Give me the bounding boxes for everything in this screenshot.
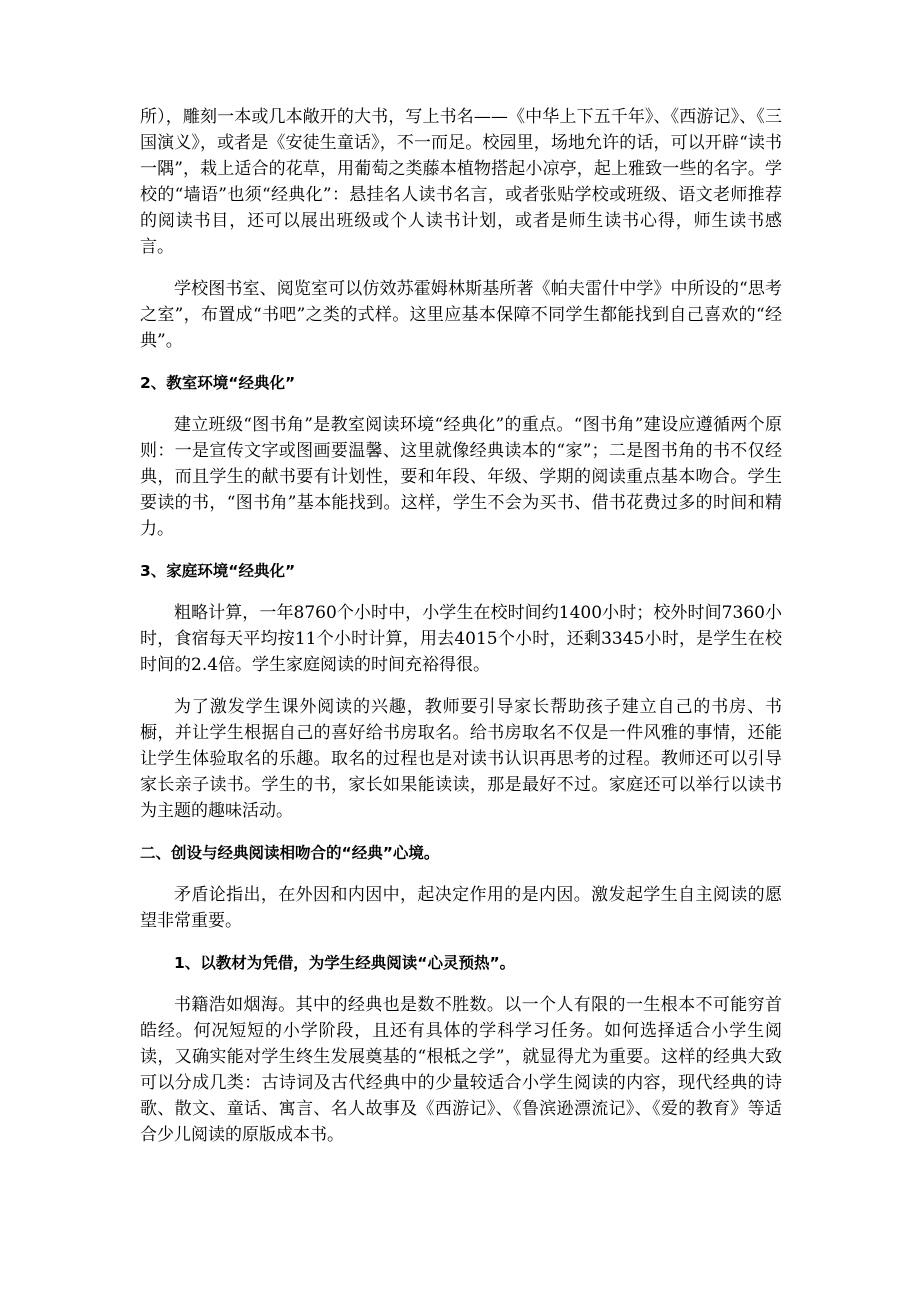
heading-classroom-environment: 2、教室环境“经典化”	[140, 374, 296, 392]
paragraph-internal-cause: 矛盾论指出，在外因和内因中，起决定作用的是内因。激发起学生自主阅读的愿望非常重要。	[140, 885, 782, 931]
paragraph-home-study: 为了激发学生课外阅读的兴趣，教师要引导家长帮助孩子建立自己的书房、书橱，并让学生根据自己的喜好给书房取名。给书房取名不仅是一件风雅的事情，还能让学生体验取名的乐趣。取名的过程也是对读书认识再思考的过程。教师还可以引导家长亲子读书。学生的书，家长如果能读读，那是最好不过。家庭还可以举行以读书为主题的趣味活动。	[140, 697, 782, 821]
paragraph-time-calculation: 粗略计算，一年8760个小时中，小学生在校时间约1400小时；校外时间7360小时，食宿每天平均按11个小时计算，用去4015个小时，还剩3345小时，是学生在校时间的2.4倍。学生家庭阅读的时间充裕得很。	[140, 603, 782, 675]
heading-family-environment: 3、家庭环境“经典化”	[140, 562, 296, 580]
heading-textbook-warmup: 1、以教材为凭借，为学生经典阅读“心灵预热”。	[174, 954, 516, 972]
document-page	[140, 104, 782, 1164]
paragraph-classic-selection: 书籍浩如烟海。其中的经典也是数不胜数。以一个人有限的一生根本不可能穷首皓经。何况短短的小学阶段，且还有具体的学科学习任务。如何选择适合小学生阅读，又确实能对学生终生发展奠基的“根柢之学”，就显得尤为重要。这样的经典大致可以分成几类：古诗词及古代经典中的少量较适合小学生阅读的内容，现代经典的诗歌、散文、童话、寓言、名人故事及《西游记》、《鲁滨逊漂流记》、《爱的教育》等适合少儿阅读的原版成本书。	[140, 995, 782, 1145]
paragraph-library: 学校图书室、阅览室可以仿效苏霍姆林斯基所著《帕夫雷什中学》中所设的“思考之室”，布置成“书吧”之类的式样。这里应基本保障不同学生都能找到自己喜欢的“经典”。	[140, 279, 782, 351]
paragraph-campus-decor: 所），雕刻一本或几本敞开的大书，写上书名——《中华上下五千年》、《西游记》、《三国演义》，或者是《安徒生童话》，不一而足。校园里，场地允许的话，可以开辟“读书一隅”，栽上适合的花草，用葡萄之类藤本植物搭起小凉亭，起上雅致一些的名字。学校的“墙语”也须“经典化”：悬挂名人读书名言，或者张贴学校或班级、语文老师推荐的阅读书目，还可以展出班级或个人读书计划，或者是师生读书心得，师生读书感言。	[140, 107, 782, 257]
heading-classic-mindset: 二、创设与经典阅读相吻合的“经典”心境。	[140, 844, 440, 862]
paragraph-book-corner: 建立班级“图书角”是教室阅读环境“经典化”的重点。“图书角”建设应遵循两个原则：一是宣传文字或图画要温馨、这里就像经典读本的“家”；二是图书角的书不仅经典，而且学生的献书要有计划性，要和年段、年级、学期的阅读重点基本吻合。学生要读的书，“图书角”基本能找到。这样，学生不会为买书、借书花费过多的时间和精力。	[140, 415, 782, 539]
